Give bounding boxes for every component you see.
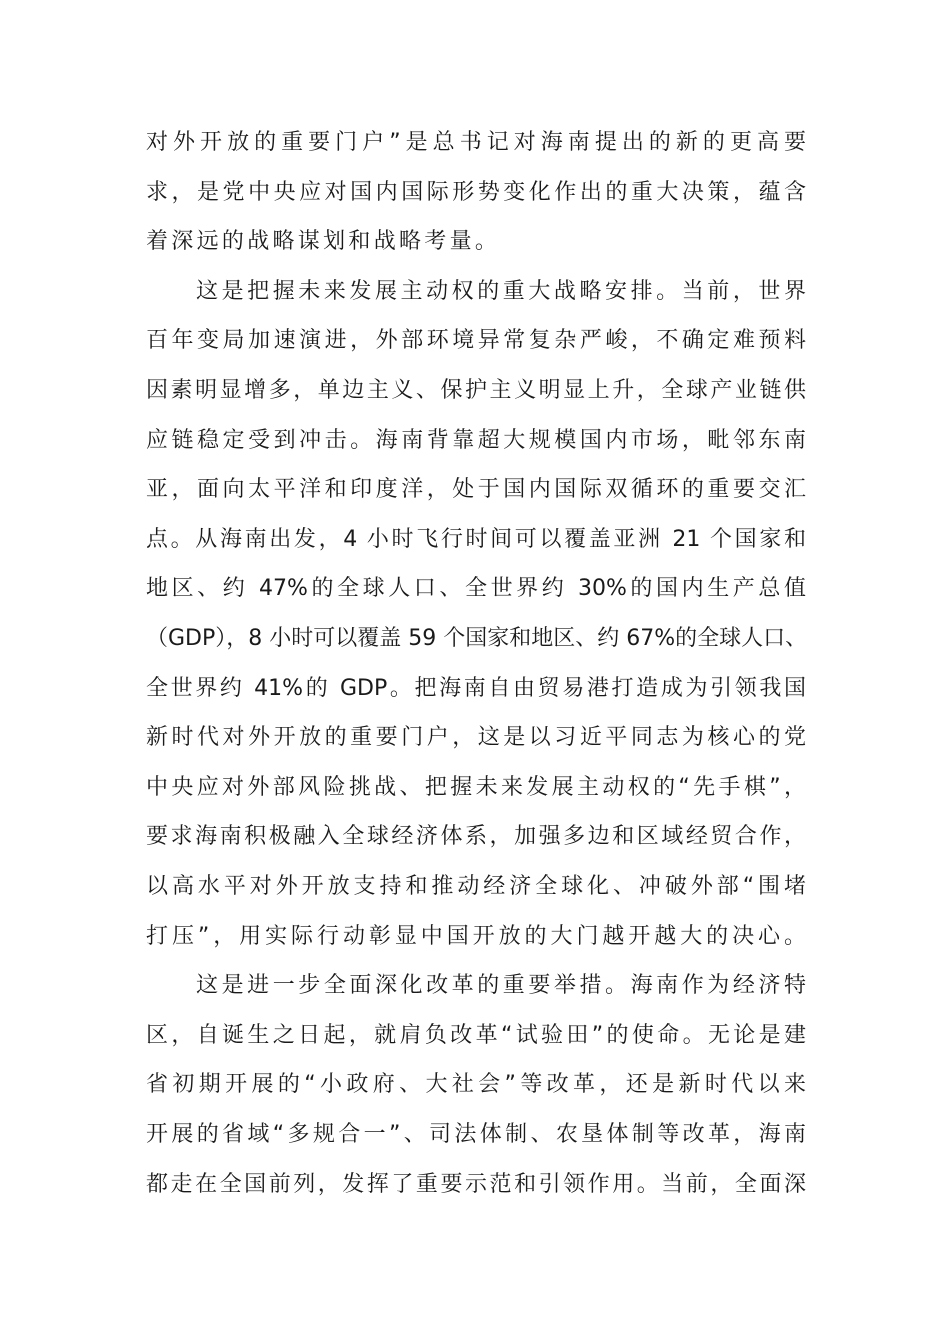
- text-line: 亚，面向太平洋和印度洋，处于国内国际双循环的重要交汇: [146, 477, 806, 503]
- text-line: （GDP），8 小时可以覆盖 59 个国家和地区、约 67%的全球人口、: [146, 626, 808, 651]
- text-line: 区，自诞生之日起，就肩负改革“试验田”的使命。无论是建: [146, 1022, 806, 1048]
- text-line: 全世界约 41%的 GDP。把海南自由贸易港打造成为引领我国: [146, 675, 806, 701]
- text-line: 都走在全国前列，发挥了重要示范和引领作用。当前，全面深: [146, 1171, 806, 1197]
- text-line: 应链稳定受到冲击。海南背靠超大规模国内市场，毗邻东南: [146, 427, 806, 453]
- text-line: 以高水平对外开放支持和推动经济全球化、冲破外部“围堵: [146, 874, 806, 899]
- text-line: 求，是党中央应对国内国际形势变化作出的重大决策，蕴含: [146, 179, 806, 205]
- text-line: 着深远的战略谋划和战略考量。: [146, 229, 501, 255]
- text-line: 地区、约 47%的全球人口、全世界约 30%的国内生产总值: [146, 576, 806, 602]
- text-line: 新时代对外开放的重要门户，这是以习近平同志为核心的党: [146, 725, 806, 751]
- text-line: 点。从海南出发，4 小时飞行时间可以覆盖亚洲 21 个国家和: [146, 526, 806, 552]
- text-line: 对外开放的重要门户”是总书记对海南提出的新的更高要: [146, 130, 806, 155]
- text-line: 中央应对外部风险挑战、把握未来发展主动权的“先手棋”，: [146, 774, 806, 800]
- text-line: 要求海南积极融入全球经济体系，加强多边和区域经贸合作，: [146, 824, 806, 850]
- paragraph-first-line: 这是把握未来发展主动权的重大战略安排。当前，世界: [196, 278, 806, 304]
- paragraph-first-line: 这是进一步全面深化改革的重要举措。海南作为经济特: [196, 973, 806, 999]
- text-line: 因素明显增多，单边主义、保护主义明显上升，全球产业链供: [146, 378, 806, 403]
- text-line: 开展的省域“多规合一”、司法体制、农垦体制等改革，海南: [146, 1122, 806, 1147]
- text-line: 省初期开展的“小政府、大社会”等改革，还是新时代以来: [146, 1072, 806, 1098]
- text-line: 百年变局加速演进，外部环境异常复杂严峻，不确定难预料: [146, 328, 806, 354]
- text-line: 打压”，用实际行动彰显中国开放的大门越开越大的决心。: [146, 923, 806, 949]
